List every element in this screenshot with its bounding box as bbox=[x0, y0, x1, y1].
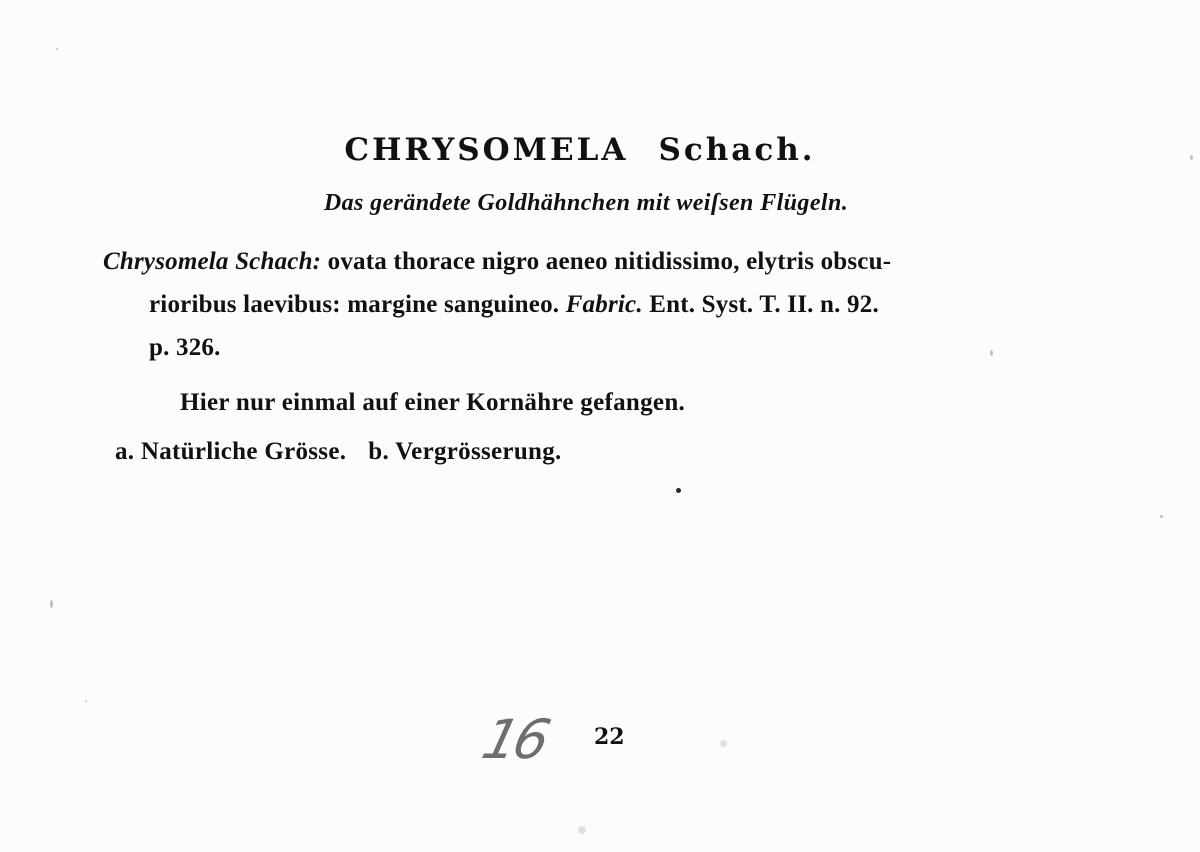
paper-speck bbox=[676, 488, 681, 493]
reference-author: Fabric. bbox=[565, 291, 643, 318]
paper-speck bbox=[1190, 155, 1193, 160]
common-name-subtitle: Das gerändete Goldhähnchen mit weiſsen Flügeln. bbox=[323, 190, 849, 216]
paper-speck bbox=[720, 740, 727, 747]
reference-page: p. 326. bbox=[149, 334, 221, 361]
figure-legend bbox=[115, 438, 562, 466]
paper-speck bbox=[85, 700, 87, 702]
title-species: Schach. bbox=[658, 132, 816, 168]
title-genus: CHRYSOMELA bbox=[344, 132, 629, 168]
legend-magnification: b. Vergrösserung. bbox=[368, 438, 562, 465]
paper-speck bbox=[578, 826, 586, 834]
species-description bbox=[103, 240, 1103, 369]
page-title bbox=[0, 132, 1160, 168]
collection-note: Hier nur einmal auf einer Kornähre gefangen. bbox=[180, 389, 686, 416]
handwritten-number: 16 bbox=[476, 708, 553, 771]
reference-details: Ent. Syst. T. II. n. 92. bbox=[649, 291, 879, 318]
paper-speck bbox=[990, 350, 993, 356]
description-line-2: rioribus laevibus: margine sanguineo. bbox=[149, 291, 560, 318]
legend-natural-size: a. Natürliche Grösse. bbox=[115, 438, 347, 465]
paper-speck bbox=[56, 48, 58, 50]
paper-speck bbox=[50, 600, 53, 608]
description-lead: Chrysomela Schach: bbox=[103, 248, 322, 275]
description-line-1: ovata thorace nigro aeneo nitidissimo, elytris obscu- bbox=[327, 248, 892, 275]
page-number: 22 bbox=[594, 724, 625, 750]
paper-speck bbox=[1160, 515, 1163, 518]
